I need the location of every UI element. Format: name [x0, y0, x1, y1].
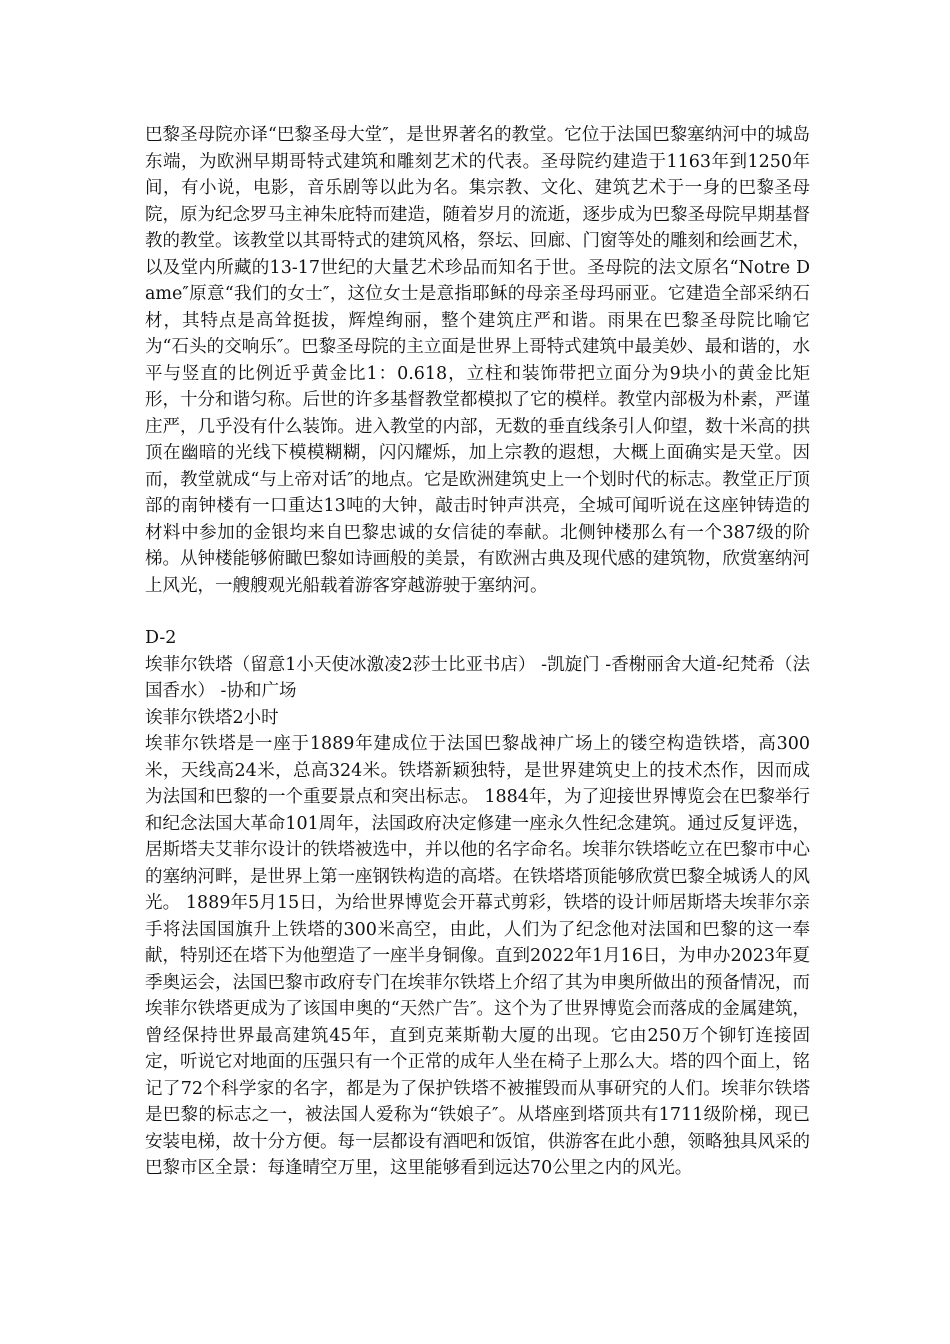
- eiffel-tower-paragraph: 埃菲尔铁塔是一座于1889年建成位于法国巴黎战神广场上的镂空构造铁塔，高300米，天线高24米，总高324米。铁塔新颖独特，是世界建筑史上的技术杰作，因而成为法国和巴黎的一个重要景点和突出标志。 1884年，为了迎接世界博览会在巴黎举行和纪念法国大革命101周年，法国政府决定修建一座永久性纪念建筑。通过反复评选，居斯塔夫艾菲尔设计的铁塔被选中，并以他的名字命名。埃菲尔铁塔屹立在巴黎市中心的塞纳河畔，是世界上第一座钢铁构造的高塔。在铁塔塔顶能够欣赏巴黎全城诱人的风光。 1889年5月15日，为给世界博览会开幕式剪彩，铁塔的设计师居斯塔夫埃菲尔亲手将法国国旗升上铁塔的300米高空，由此，人们为了纪念他对法国和巴黎的这一奉献，特别还在塔下为他塑造了一座半身铜像。直到2022年1月16日，为申办2023年夏季奥运会，法国巴黎市政府专门在埃菲尔铁塔上介绍了其为申奥所做出的预备情况，而埃菲尔铁塔更成为了该国申奥的“天然广告″。这个为了世界博览会而落成的金属建筑，曾经保持世界最高建筑45年，直到克莱斯勒大厦的出现。它由250万个铆钉连接固定，听说它对地面的压强只有一个正常的成年人坐在椅子上那么大。塔的四个面上，铭记了72个科学家的名字，都是为了保护铁塔不被摧毁而从事研究的人们。埃菲尔铁塔是巴黎的标志之一，被法国人爱称为“铁娘子″。从塔座到塔顶共有1711级阶梯，现已安装电梯，故十分方便。每一层都设有酒吧和饭馆，供游客在此小憩，领略独具风采的巴黎市区全景：每逢晴空万里，这里能够看到远达70公里之内的风光。: [145, 734, 810, 1178]
- section-spacer: [145, 599, 810, 625]
- day-code: D-2: [145, 628, 177, 648]
- day-route: 埃菲尔铁塔（留意1小天使冰激凌2莎士比亚书店） -凯旋门 -香榭丽舍大道-纪梵希（法国香水） -协和广场: [145, 654, 810, 701]
- notre-dame-paragraph: 巴黎圣母院亦译“巴黎圣母大堂″，是世界著名的教堂。它位于法国巴黎塞纳河中的城岛东端，为欧洲早期哥特式建筑和雕刻艺术的代表。圣母院约建造于1163年到1250年间，有小说，电影，音乐剧等以此为名。集宗教、文化、建筑艺术于一身的巴黎圣母院，原为纪念罗马主神朱庇特而建造，随着岁月的流逝，逐步成为巴黎圣母院早期基督教的教堂。该教堂以其哥特式的建筑风格，祭坛、回廊、门窗等处的雕刻和绘画艺术，以及堂内所藏的13-17世纪的大量艺术珍品而知名于世。圣母院的法文原名“Notre Dame″原意“我们的女士″，这位女士是意指耶稣的母亲圣母玛丽亚。它建造全部采纳石材，其特点是高耸挺拔，辉煌绚丽，整个建筑庄严和谐。雨果在巴黎圣母院比喻它为“石头的交响乐″。巴黎圣母院的主立面是世界上哥特式建筑中最美妙、最和谐的，水平与竖直的比例近乎黄金比1：0.618，立柱和装饰带把立面分为9块小的黄金比矩形，十分和谐匀称。后世的许多基督教堂都模拟了它的模样。教堂内部极为朴素，严谨庄严，几乎没有什么装饰。进入教堂的内部，无数的垂直线条引人仰望，数十米高的拱顶在幽暗的光线下模模糊糊，闪闪耀烁，加上宗教的遐想，大概上面确实是天堂。因而，教堂就成“与上帝对话″的地点。它是欧洲建筑史上一个划时代的标志。教堂正厅顶部的南钟楼有一口重达13吨的大钟，敲击时钟声洪亮，全城可闻听说在这座钟铸造的材料中参加的金银均来自巴黎忠诚的女信徒的奉献。北侧钟楼那么有一个387级的阶梯。从钟楼能够俯瞰巴黎如诗画般的美景，有欧洲古典及现代感的建筑物，欣赏塞纳河上风光，一艘艘观光船载着游客穿越游驶于塞纳河。: [145, 125, 810, 596]
- visit-duration: 诶菲尔铁塔2小时: [145, 707, 279, 728]
- document-page: [145, 122, 810, 1182]
